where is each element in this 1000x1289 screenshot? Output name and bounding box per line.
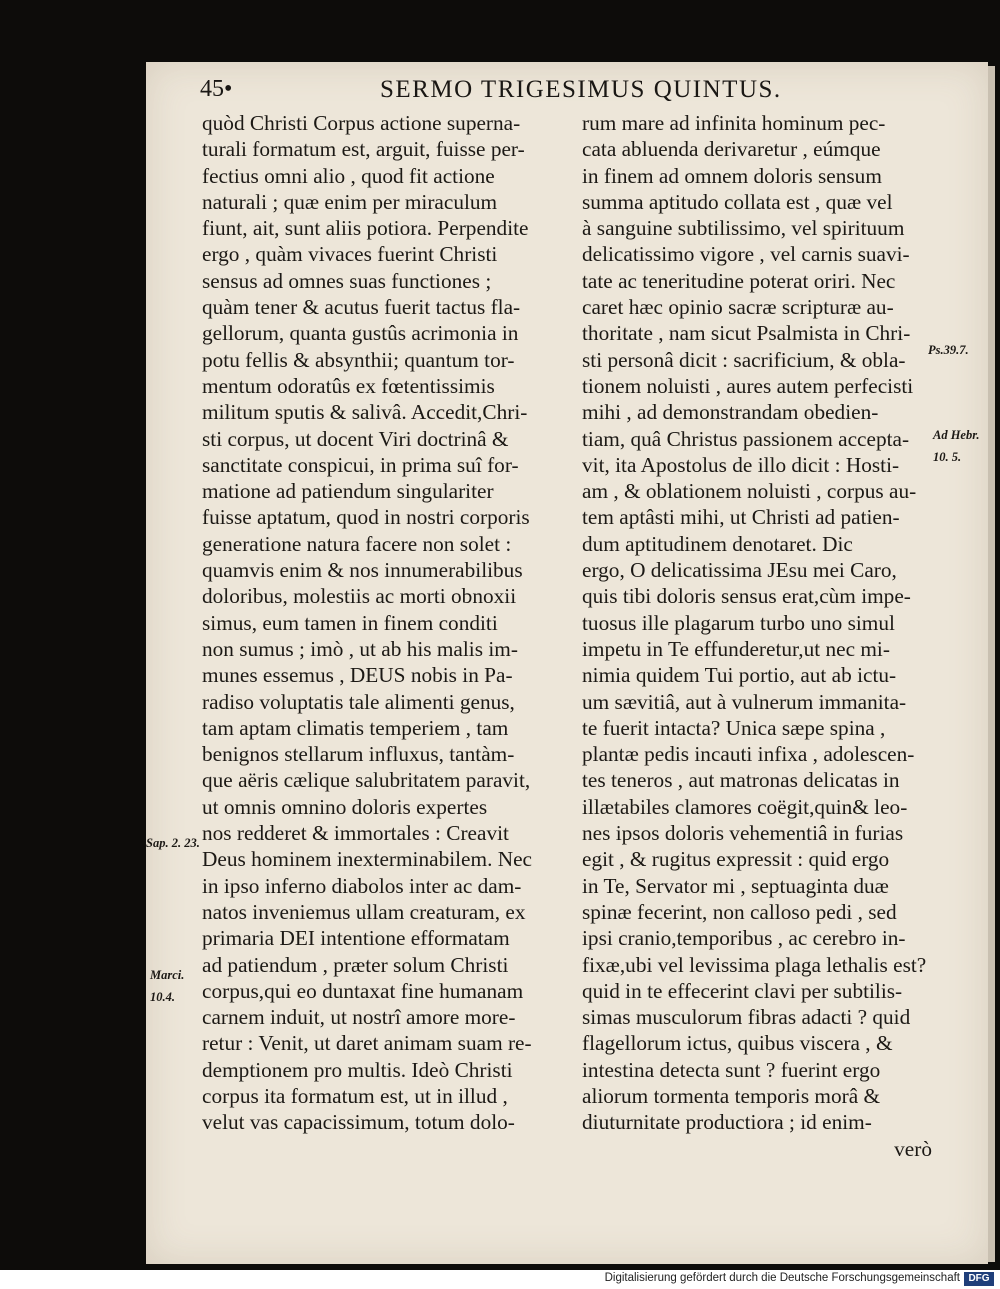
text-line: quòd Christi Corpus actione superna- bbox=[202, 111, 521, 135]
text-line: tes teneros , aut matronas delicatas in bbox=[582, 768, 900, 793]
text-line: summa aptitudo collata est , quæ vel bbox=[582, 189, 893, 214]
text-line: militum sputis & salivâ. Accedit,Chri- bbox=[202, 400, 528, 425]
text-line: cata abluenda derivaretur , eúmque bbox=[582, 137, 881, 162]
text-line: fectius omni alio , quod fit actione bbox=[202, 163, 495, 188]
dfg-logo: DFG bbox=[964, 1272, 994, 1286]
text-line: naturali ; quæ enim per miraculum bbox=[202, 189, 498, 214]
text-line: plantæ pedis incauti infixa , adolescen- bbox=[582, 742, 915, 767]
text-line: simus, eum tamen in finem conditi bbox=[202, 610, 498, 635]
text-line: primaria DEI intentione efformatam bbox=[202, 926, 510, 951]
text-line: tionem noluisti , aures autem perfecisti bbox=[582, 373, 914, 398]
running-title: SERMO TRIGESIMUS QUINTUS. bbox=[380, 76, 782, 103]
text-line: potu fellis & absynthii; quantum tor- bbox=[202, 347, 515, 372]
text-line: tem aptâsti mihi, ut Christi ad patien- bbox=[582, 505, 900, 530]
text-line: ad patiendum , præter solum Christi bbox=[202, 952, 509, 977]
text-line: doloribus, molestiis ac morti obnoxii bbox=[202, 584, 517, 609]
text-line: velut vas capacissimum, totum dolo- bbox=[202, 1110, 515, 1135]
right-text-column bbox=[582, 110, 932, 1162]
text-line: am , & oblationem noluisti , corpus au- bbox=[582, 479, 917, 504]
text-line: à sanguine subtilissimo, vel spirituum bbox=[582, 216, 905, 241]
text-line: flagellorum ictus, quibus viscera , & bbox=[582, 1031, 893, 1056]
text-line: mihi , ad demonstrandam obedien- bbox=[582, 400, 879, 425]
text-line: sensus ad omnes suas functiones ; bbox=[202, 268, 492, 293]
text-line: radiso voluptatis tale alimenti genus, bbox=[202, 689, 515, 714]
text-line: aliorum tormenta temporis morâ & bbox=[582, 1083, 881, 1108]
text-line: in ipso inferno diabolos inter ac dam- bbox=[202, 873, 522, 898]
text-line: matione ad patiendum singulariter bbox=[202, 479, 494, 504]
text-line: rum mare ad infinita hominum pec- bbox=[582, 111, 886, 135]
text-line: impetu in Te effunderetur,ut nec mi- bbox=[582, 636, 890, 661]
text-line: benignos stellarum influxus, tantàm- bbox=[202, 742, 515, 767]
text-line: quid in te effecerint clavi per subtilis- bbox=[582, 978, 903, 1003]
text-line: quis tibi doloris sensus erat,cùm impe- bbox=[582, 584, 911, 609]
text-line: fiunt, ait, sunt aliis potiora. Perpendite bbox=[202, 216, 529, 241]
text-line: non sumus ; imò , ut ab his malis im- bbox=[202, 636, 518, 661]
text-line: ergo, O delicatissima JEsu mei Caro, bbox=[582, 558, 897, 583]
text-line: spinæ fecerint, non calloso pedi , sed bbox=[582, 899, 897, 924]
text-line: generatione natura facere non solet : bbox=[202, 531, 512, 556]
footer-credit: Digitalisierung gefördert durch die Deutsche Forschungsgemeinschaft bbox=[604, 1272, 960, 1284]
text-line: tate ac teneritudine poterat oriri. Nec bbox=[582, 268, 896, 293]
text-line: dum aptitudinem denotaret. Dic bbox=[582, 531, 853, 556]
text-line: carnem induit, ut nostrî amore more- bbox=[202, 1005, 516, 1030]
text-line: in Te, Servator mi , septuaginta duæ bbox=[582, 873, 889, 898]
text-line: nimia quidem Tui portio, aut ab ictu- bbox=[582, 663, 897, 688]
text-line: simas musculorum fibras adacti ? quid bbox=[582, 1005, 911, 1030]
text-line: tam aptam climatis temperiem , tam bbox=[202, 715, 509, 740]
margin-note-sapientia: Sap. 2. 23. bbox=[146, 836, 200, 850]
text-line: te fuerit intacta? Unica sæpe spina , bbox=[582, 715, 886, 740]
text-line: nes ipsos doloris vehementiâ in furias bbox=[582, 821, 904, 846]
margin-note-hebrews-2: 10. 5. bbox=[933, 450, 962, 464]
text-line: delicatissimo vigore , vel carnis suavi- bbox=[582, 242, 910, 267]
text-line: fixæ,ubi vel levissima plaga lethalis est? bbox=[582, 952, 927, 977]
margin-note-marcus-2: 10.4. bbox=[150, 990, 175, 1004]
text-line: diuturnitate productiora ; id enim- bbox=[582, 1110, 872, 1135]
margin-note-hebrews-1: Ad Hebr. bbox=[933, 428, 980, 442]
text-line: mentum odoratûs ex fœtentissimis bbox=[202, 373, 495, 398]
text-line: ipsi cranio,temporibus , ac cerebro in- bbox=[582, 926, 906, 951]
text-line: munes essemus , DEUS nobis in Pa- bbox=[202, 663, 513, 688]
text-line: corpus,qui eo duntaxat fine humanam bbox=[202, 978, 524, 1003]
text-line: natos inveniemus ullam creaturam, ex bbox=[202, 899, 526, 924]
margin-note-marcus-1: Marci. bbox=[150, 968, 185, 982]
text-line: retur : Venit, ut daret animam suam re- bbox=[202, 1031, 532, 1056]
text-line: tiam, quâ Christus passionem accepta- bbox=[582, 426, 910, 451]
text-line: um sævitiâ, aut à vulnerum immanita- bbox=[582, 689, 907, 714]
text-line: Deus hominem inexterminabilem. Nec bbox=[202, 847, 533, 872]
text-line: thoritate , nam sicut Psalmista in Chri- bbox=[582, 321, 911, 346]
text-line: turali formatum est, arguit, fuisse per- bbox=[202, 137, 525, 162]
footer-bar bbox=[0, 1270, 1000, 1289]
margin-note-psalm: Ps.39.7. bbox=[928, 343, 969, 357]
text-line: ut omnis omnino doloris expertes bbox=[202, 794, 488, 819]
page-edge bbox=[988, 66, 995, 1262]
text-line: in finem ad omnem doloris sensum bbox=[582, 163, 882, 188]
text-line: caret hæc opinio sacræ scripturæ au- bbox=[582, 295, 894, 320]
text-line: sti corpus, ut docent Viri doctrinâ & bbox=[202, 426, 509, 451]
left-text-column bbox=[202, 110, 574, 1136]
text-line: gellorum, quanta gustûs acrimonia in bbox=[202, 321, 519, 346]
text-line: nos redderet & immortales : Creavit bbox=[202, 821, 509, 846]
text-line: sti personâ dicit : sacrificium, & obla- bbox=[582, 347, 906, 372]
text-line: que aëris cælique salubritatem paravit, bbox=[202, 768, 531, 793]
text-line: intestina detecta sunt ? fuerint ergo bbox=[582, 1057, 881, 1082]
text-line: corpus ita formatum est, ut in illud , bbox=[202, 1083, 508, 1108]
page-number: 45• bbox=[200, 76, 233, 102]
text-line: verò bbox=[894, 1136, 932, 1161]
text-line: quàm tener & acutus fuerit tactus fla- bbox=[202, 295, 521, 320]
text-line: fuisse aptatum, quod in nostri corporis bbox=[202, 505, 530, 530]
text-line: tuosus ille plagarum turbo uno simul bbox=[582, 610, 895, 635]
text-line: sanctitate conspicui, in prima suî for- bbox=[202, 452, 519, 477]
text-line: demptionem pro multis. Ideò Christi bbox=[202, 1057, 513, 1082]
text-line: egit , & rugitus expressit : quid ergo bbox=[582, 847, 890, 872]
text-line: ergo , quàm vivaces fuerint Christi bbox=[202, 242, 498, 267]
text-line: vit, ita Apostolus de illo dicit : Hosti- bbox=[582, 452, 900, 477]
text-line: quamvis enim & nos innumerabilibus bbox=[202, 558, 523, 583]
text-line: illætabiles clamores coëgit,quin& leo- bbox=[582, 794, 908, 819]
